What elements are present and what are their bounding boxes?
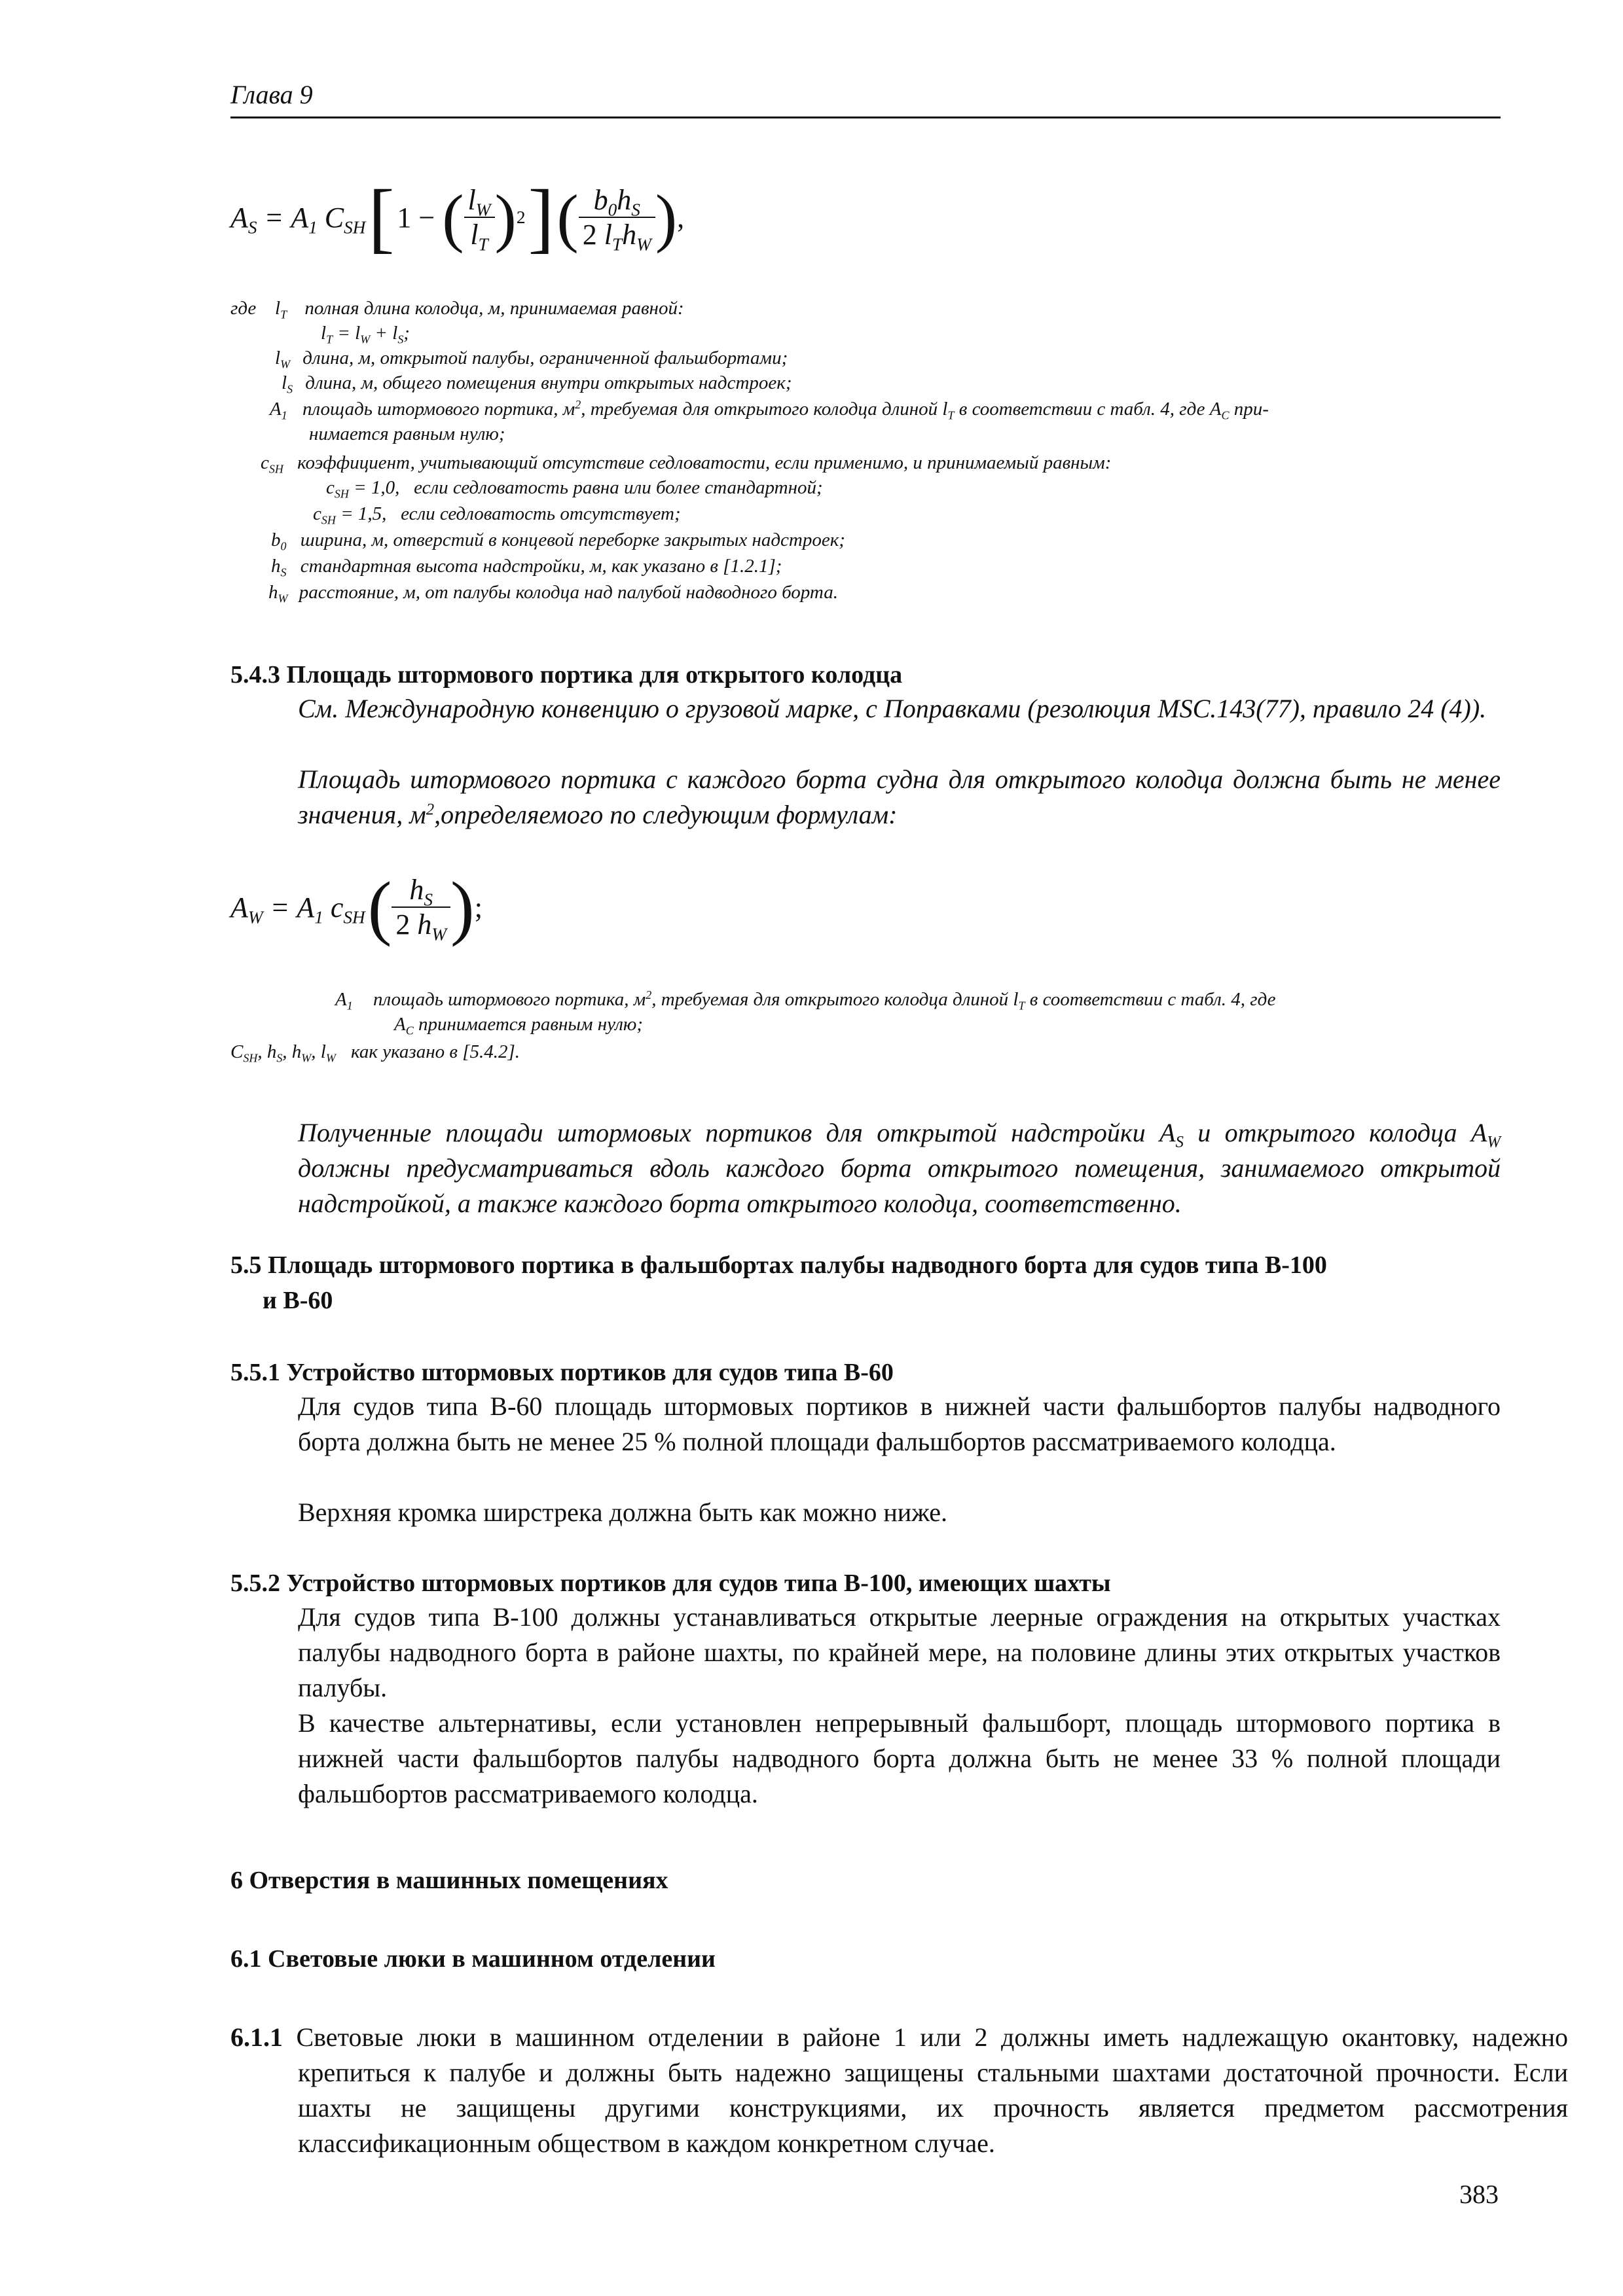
def-text: коэффициент, учитывающий отсутствие седловатости, если применимо, и принимаемый равным: [297,452,1112,473]
defs1-intro: где [230,298,257,319]
def-symbol: $b_0$ [271,529,287,553]
def-text: полная длина колодца, м, принимаемая равной: [304,298,684,319]
def-text: длина, м, открытой палубы, ограниченной фальшбортами; [302,348,788,368]
header-rule [230,117,1501,118]
def-symbol: $C_{SH}$, $h_S$, $h_W$, $l_W$ [230,1041,336,1065]
def-text: как указано в [5.4.2]. [351,1041,520,1062]
para-5-5-1-b: Верхняя кромка ширстрека должна быть как можно ниже. [298,1498,948,1527]
def2-a1 [335,987,1501,1012]
heading-5-5 [230,1247,1501,1318]
def-b0 [271,528,845,552]
para-5-4-3-area: Площадь штормового портика с каждого борта судна для открытого колодца должна быть не менее значения, $м^2,определяемого$ по следующим формулам: [298,764,1501,829]
def-lt-formula: $l_T = l_W + l_S$; [321,323,410,346]
heading-5-5-line2: и B-60 [263,1287,333,1314]
para-5-5-2-b: В качестве альтернативы, если установлен непрерывный фальшборт, площадь штормового портика в нижней части фальшбортов палубы надводного борта должна быть не менее 33 % полной площади фальшбортов рассматриваемого колодца. [298,1708,1501,1808]
def-hw [268,580,838,605]
para-6-1-1-text: Световые люки в машинном отделении в районе 1 или 2 должны иметь надлежащую окантовку, надежно крепиться к палубе и должны быть надежно защищены стальными шахтами достаточной прочности. Если шахты не защищены другими конструкциями, их прочность является предметом рассмотрения классификационным обществом в каждом конкретном случае. [296,2022,1569,2158]
def-symbol: $l_W$ [275,348,291,371]
def-lt [275,296,684,321]
para-5-5-1-a: Для судов типа B-60 площадь штормовых портиков в нижней части фальшбортов палубы надводного борта должна быть не менее 25 % полной площади фальшбортов рассматриваемого колодца. [298,1391,1501,1456]
para-obtained: Полученные площади штормовых портиков для открытой надстройки $A_S$ и открытого колодца $A_W$ должны предусматриваться вдоль каждого борта открытого помещения, занимаемого открытой надстройкой, а также каждого борта открытого колодца, соответственно. [298,1118,1501,1218]
def-symbol: $A_1$ [270,399,287,422]
def-a1 [270,397,1501,422]
heading-6-1: 6.1 Световые люки в машинном отделении [230,1945,716,1973]
def2-rest [230,1039,520,1064]
para-5-4-3-ref: См. Международную конвенцию о грузовой марке, с Поправками (резолюция MSC.143(77), правило 24 (4)). [298,694,1487,723]
heading-5-5-line1: 5.5 Площадь штормового портика в фальшбортах палубы надводного борта для судов типа B-100 [230,1251,1327,1279]
def-symbol: $l_T$ [275,298,287,321]
def-hs [271,554,782,579]
heading-5-5-2: 5.5.2 Устройство штормовых портиков для судов типа B-100, имеющих шахты [230,1570,1111,1597]
formula-as: $A_S = A_1$ $C_{SH}$ [ 1 − ( $\frac{l_W}{l_T}$ ) 2 ] ( $\frac{b_0h_S}{2 l_Th_W}$ ) , [230,173,685,260]
def-symbol: $A_1$ [335,989,353,1013]
heading-5-4-3: 5.4.3 Площадь штормового портика для открытого колодца [230,661,903,689]
def-text: ширина, м, отверстий в концевой переборке закрытых надстроек; [300,529,845,550]
def-csh-2: $c_{SH} = 1,5$, если седловатость отсутствует; [313,503,681,527]
page-number: 383 [1459,2179,1499,2209]
def-lw [275,346,788,370]
def-symbol: $l_S$ [282,372,293,396]
def-csh [261,450,1111,475]
def-a1-cont: нимается равным нулю; [309,423,505,444]
def-csh-1: $c_{SH} = 1,0$, если седловатость равна или более стандартной; [326,477,823,501]
def-text: длина, м, общего помещения внутри открытых надстроек; [305,372,792,393]
heading-6: 6 Отверстия в машинных помещениях [230,1867,668,1894]
para-5-5-2-a: Для судов типа B-100 должны устанавливаться открытые леерные ограждения на открытых участках палубы надводного борта в районе шахты, по крайней мере, на половине длины этих открытых участков палубы. [298,1602,1501,1702]
def-text: стандартная высота надстройки, м, как указано в [1.2.1]; [300,556,782,577]
def-symbol: $h_S$ [271,556,287,579]
formula-aw: $A_W = A_1$ $c_{SH}$ ( $\frac{h_S}{2 h_W}$ ) ; [230,867,483,947]
def-ls [282,370,792,395]
def-text: площадь штормового портика, $м^2$, требуемая для открытого колодца длиной $l_T$ в соответствии с табл. 4, где [373,988,1276,1013]
def-symbol: $h_W$ [268,582,288,605]
def-text: площадь штормового портика, $м^2$, требуемая для открытого колодца длиной $l_T$ в соответствии с табл. 4, где $A_C$ при- [302,398,1269,422]
def2-a1-cont: $A_C$ принимается равным нулю; [394,1014,643,1037]
heading-5-5-1: 5.5.1 Устройство штормовых портиков для судов типа B-60 [230,1359,894,1386]
def-symbol: $c_{SH}$ [261,452,283,476]
para-6-1-1 [230,2020,1568,2161]
running-header: Глава 9 [230,80,313,109]
def-text: расстояние, м, от палубы колодца над палубой надводного борта. [299,582,838,603]
para-6-1-1-number: 6.1.1 [230,2022,283,2052]
